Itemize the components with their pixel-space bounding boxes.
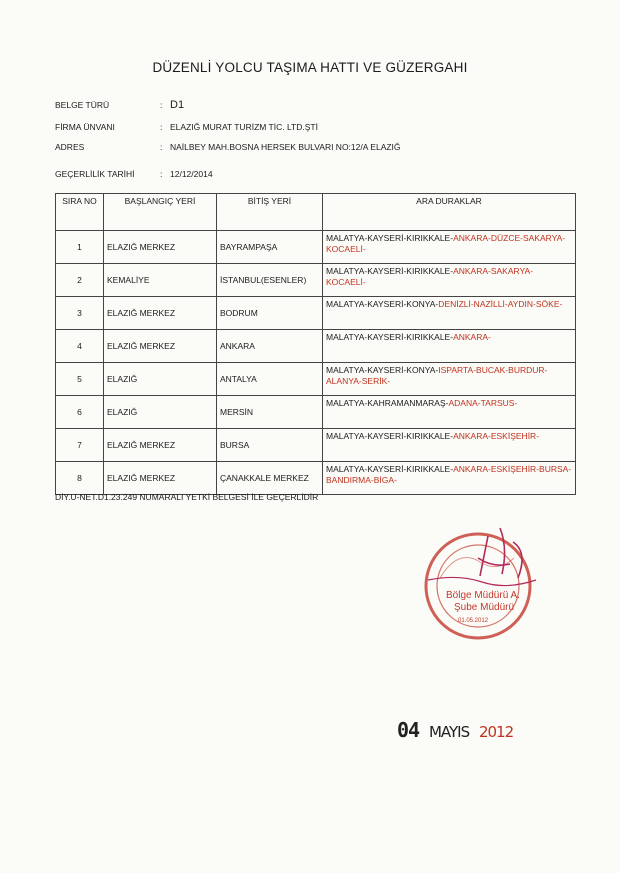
- row-stops: [323, 264, 576, 297]
- row-end: BAYRAMPAŞA: [217, 231, 323, 264]
- row-end: ANKARA: [217, 330, 323, 363]
- row-no: 2: [56, 264, 104, 297]
- row-stops: [323, 363, 576, 396]
- official-seal-icon: [418, 518, 543, 643]
- date-stamp: [397, 718, 513, 742]
- table-row: [56, 297, 576, 330]
- row-start: ELAZIĞ: [104, 396, 217, 429]
- row-stops: [323, 330, 576, 363]
- table-body: [56, 231, 576, 495]
- authorization-note: DİY.U-NET.D1.23.249 NUMARALI YETKİ BELGESİ İLE GEÇERLİDİR: [55, 492, 319, 502]
- row-no: 7: [56, 429, 104, 462]
- row-stops: [323, 231, 576, 264]
- row-stops-second: ANKARA-: [453, 332, 491, 342]
- field-adres: ADRES : NAİLBEY MAH.BOSNA HERSEK BULVARI NO:12/A ELAZIĞ: [55, 142, 401, 152]
- row-stops-first: MALATYA-KAYSERİ-KIRIKKALE-: [326, 233, 454, 243]
- row-stops: [323, 297, 576, 330]
- row-no: 8: [56, 462, 104, 495]
- header-bitis: BİTİŞ YERİ: [217, 194, 323, 231]
- row-stops-first: MALATYA-KAYSERİ-KONYA-: [326, 299, 439, 309]
- row-no: 1: [56, 231, 104, 264]
- row-stops-second: ANKARA-DÜZCE-SAKARYA-KOCAELİ-: [326, 233, 566, 254]
- row-stops-second: ANKARA-ESKİŞEHİR-: [453, 431, 540, 441]
- row-end: ÇANAKKALE MERKEZ: [217, 462, 323, 495]
- table-row: [56, 264, 576, 297]
- adres-label: ADRES: [55, 142, 85, 152]
- row-end: MERSİN: [217, 396, 323, 429]
- row-start: ELAZIĞ: [104, 363, 217, 396]
- routes-table: [55, 193, 576, 495]
- row-no: 4: [56, 330, 104, 363]
- row-stops: [323, 396, 576, 429]
- firma-unvani-label: FİRMA ÜNVANI: [55, 122, 115, 132]
- row-stops-first: MALATYA-KAYSERİ-KIRIKKALE-: [326, 266, 454, 276]
- field-gecerlilik: GEÇERLİLİK TARİHİ : 12/12/2014: [55, 169, 213, 179]
- table-row: [56, 231, 576, 264]
- field-firma-unvani: FİRMA ÜNVANI : ELAZIĞ MURAT TURİZM TİC. LTD.ŞTİ: [55, 122, 318, 132]
- row-stops-second: ADANA-TARSUS-: [448, 398, 518, 408]
- table-row: [56, 330, 576, 363]
- row-end: BODRUM: [217, 297, 323, 330]
- table-header-row: [56, 194, 576, 231]
- header-baslangic: BAŞLANGIÇ YERİ: [104, 194, 217, 231]
- row-stops: [323, 429, 576, 462]
- header-sira-no: SIRA NO: [56, 194, 104, 231]
- date-day: 04: [397, 718, 420, 742]
- row-stops-second: ISPARTA-BUCAK-BURDUR-ALANYA-SERİK-: [326, 365, 548, 386]
- table-row: [56, 429, 576, 462]
- row-start: ELAZIĞ MERKEZ: [104, 429, 217, 462]
- row-start: KEMALİYE: [104, 264, 217, 297]
- field-belge-turu: BELGE TÜRÜ : D1: [55, 99, 185, 111]
- stamp-number: 01.05.2012: [458, 618, 489, 624]
- row-stops-second: ANKARA-ESKİŞEHİR-BURSA-BANDIRMA-BİGA-: [326, 464, 572, 485]
- row-start: ELAZIĞ MERKEZ: [104, 330, 217, 363]
- stamp-line1: Bölge Müdürü A.: [446, 590, 520, 601]
- date-year: 2012: [478, 723, 514, 741]
- row-stops-first: MALATYA-KAHRAMANMARAŞ-: [326, 398, 449, 408]
- belge-turu-label: BELGE TÜRÜ: [55, 100, 110, 110]
- row-start: ELAZIĞ MERKEZ: [104, 462, 217, 495]
- row-no: 3: [56, 297, 104, 330]
- document-title: DÜZENLİ YOLCU TAŞIMA HATTI VE GÜZERGAHI: [152, 60, 468, 75]
- row-stops-second: DENİZLİ-NAZİLLİ-AYDIN-SÖKE-: [438, 299, 563, 309]
- date-month: MAYIS: [428, 723, 470, 741]
- row-end: İSTANBUL(ESENLER): [217, 264, 323, 297]
- row-start: ELAZIĞ MERKEZ: [104, 231, 217, 264]
- row-start: ELAZIĞ MERKEZ: [104, 297, 217, 330]
- row-stops-first: MALATYA-KAYSERİ-KIRIKKALE-: [326, 431, 454, 441]
- gecerlilik-value: 12/12/2014: [170, 169, 213, 179]
- belge-turu-value: D1: [170, 99, 185, 111]
- gecerlilik-label: GEÇERLİLİK TARİHİ: [55, 169, 135, 179]
- row-stops-first: MALATYA-KAYSERİ-KIRIKKALE-: [326, 464, 454, 474]
- stamp-line2: Şube Müdürü: [454, 602, 515, 613]
- row-stops-first: MALATYA-KAYSERİ-KONYA-: [326, 365, 439, 375]
- row-no: 6: [56, 396, 104, 429]
- row-stops: [323, 462, 576, 495]
- row-stops-first: MALATYA-KAYSERİ-KIRIKKALE-: [326, 332, 454, 342]
- table-row: [56, 462, 576, 495]
- row-end: BURSA: [217, 429, 323, 462]
- header-ara-duraklar: ARA DURAKLAR: [323, 194, 576, 231]
- table-row: [56, 363, 576, 396]
- row-no: 5: [56, 363, 104, 396]
- table-row: [56, 396, 576, 429]
- row-stops-second: ANKARA-SAKARYA-KOCAELİ-: [326, 266, 534, 287]
- row-end: ANTALYA: [217, 363, 323, 396]
- firma-unvani-value: ELAZIĞ MURAT TURİZM TİC. LTD.ŞTİ: [170, 122, 318, 132]
- adres-value: NAİLBEY MAH.BOSNA HERSEK BULVARI NO:12/A ELAZIĞ: [170, 142, 401, 152]
